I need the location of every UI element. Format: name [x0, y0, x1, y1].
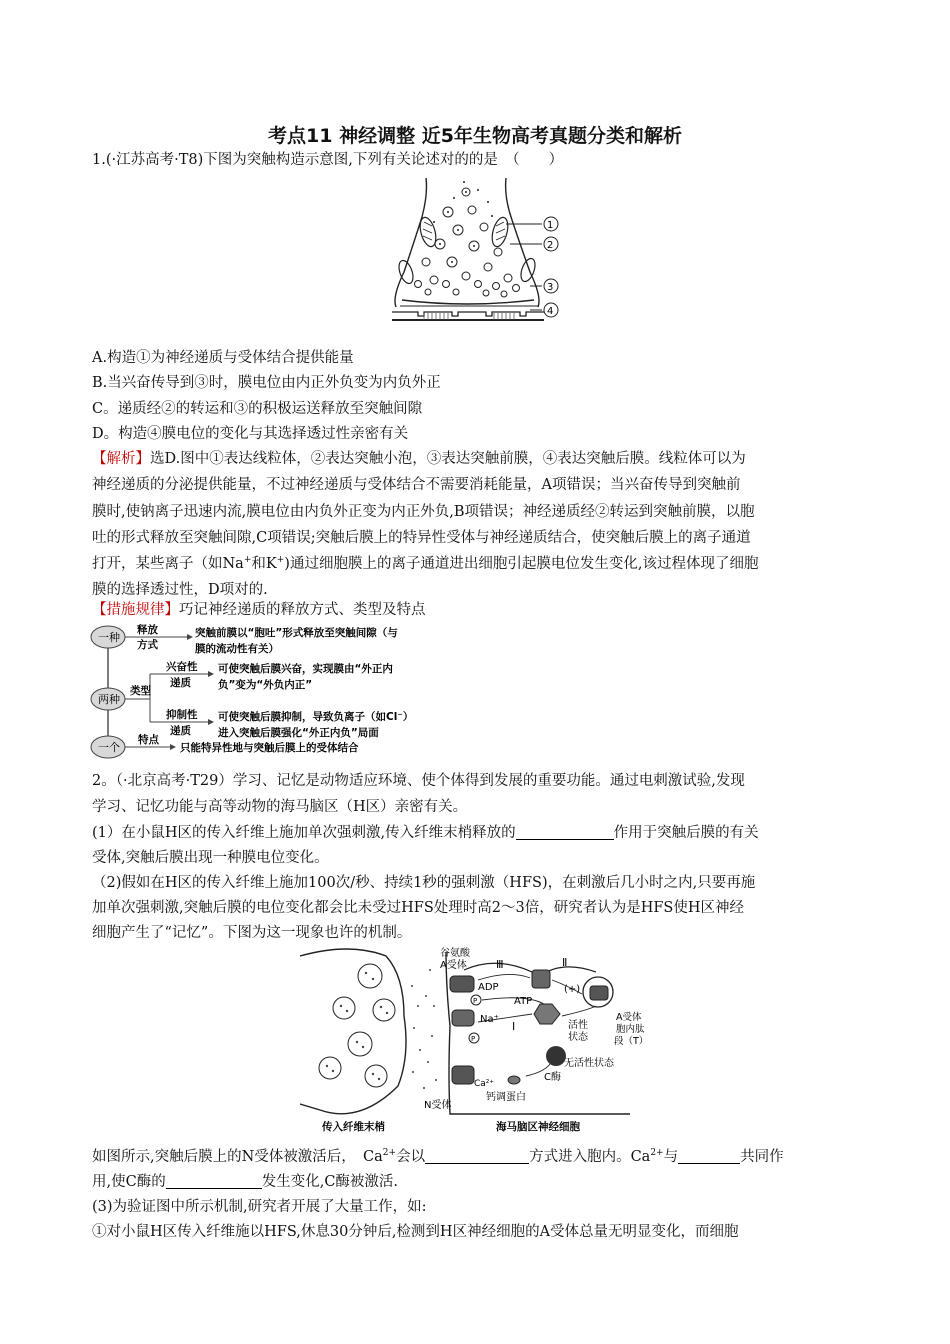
svg-text:状态: 状态 [568, 1032, 588, 1043]
svg-text:P: P [473, 997, 478, 1005]
fig-label-1: 1 [547, 220, 554, 231]
svg-text:Ⅰ: Ⅰ [512, 1020, 516, 1033]
q2-part1-cont: 受体,突触后膜出现一种膜电位变化。 [92, 850, 329, 866]
svg-text:释放: 释放 [137, 624, 158, 636]
analysis-tag: 【解析】 [92, 451, 150, 467]
svg-text:方式: 方式 [137, 639, 158, 651]
svg-text:膜的流动性有关）: 膜的流动性有关） [195, 643, 279, 655]
svg-text:胞内肽: 胞内肽 [616, 1024, 645, 1035]
svg-text:只能特异性地与突触后膜上的受体结合: 只能特异性地与突触后膜上的受体结合 [180, 742, 359, 754]
fig-label-3: 3 [547, 282, 554, 293]
q1-option-d: D。构造④膜电位的变化与其选择透过性亲密有关 [92, 426, 409, 442]
q1-stem: 1.(·江苏高考·T8)下图为突触构造示意图,下列有关论述对的的是 （ ） [92, 152, 564, 168]
fig-label-4: 4 [547, 306, 554, 317]
svg-text:递质: 递质 [170, 677, 191, 689]
q2-fig-text-2: 用,使C酶的 发生变化,C酶被激活. [92, 1169, 862, 1195]
q1-option-b: B.当兴奋传导到③时，膜电位由内正外负变为内负外正 [92, 375, 441, 391]
svg-text:Ca²⁺: Ca²⁺ [474, 1079, 495, 1089]
svg-text:A受体: A受体 [616, 1012, 642, 1023]
q2-intro-2: 学习、记忆功能与高等动物的海马脑区（H区）亲密有关。 [92, 799, 468, 815]
svg-text:可使突触后膜抑制，导致负离子（如Cl⁻）: 可使突触后膜抑制，导致负离子（如Cl⁻） [218, 711, 414, 723]
svg-text:N受体: N受体 [424, 1100, 452, 1111]
svg-text:特点: 特点 [138, 734, 159, 746]
svg-text:无活性状态: 无活性状态 [564, 1058, 614, 1069]
q2-fig-text-1: 如图所示,突触后膜上的N受体被激活后， $Ca^{2+}$会以 方式进入胞内。$Ca^{2+}$与 共同作 [92, 1144, 862, 1170]
answer-blank[interactable] [166, 1171, 262, 1189]
svg-text:ATP: ATP [514, 996, 533, 1007]
node-one-kind: 一种 [98, 631, 120, 644]
node-one-feature: 一个 [98, 741, 120, 754]
svg-text:类型: 类型 [130, 685, 151, 697]
q1-option-a: A.构造①为神经递质与受体结合提供能量 [92, 350, 354, 366]
q2-part2-2: 加单次强刺激,突触后膜的电位变化都会比未受过HFS处理时高2～3倍，研究者认为是HFS使H区神经 [92, 900, 744, 916]
svg-text:突触前膜以“胞吐”形式释放至突触间隙（与: 突触前膜以“胞吐”形式释放至突触间隙（与 [195, 627, 398, 639]
svg-text:负”变为“外负内正”: 负”变为“外负内正” [218, 679, 313, 691]
svg-text:P: P [471, 1035, 476, 1043]
svg-text:谷氨酸: 谷氨酸 [440, 948, 470, 959]
method-rule: 【措施规律】巧记神经递质的释放方式、类型及特点 [92, 602, 426, 618]
neurotransmitter-concept-map [90, 622, 460, 762]
svg-text:C酶: C酶 [544, 1072, 561, 1083]
svg-text:钙调蛋白: 钙调蛋白 [486, 1092, 526, 1103]
page-title: 考点11 神经调整 近5年生物高考真题分类和解析 [268, 125, 682, 147]
svg-text:(+): (+) [564, 984, 581, 995]
q1-analysis: 【解析】选D.图中①表达线粒体，②表达突触小泡，③表达突触前膜，④表达突触后膜。线粒体可以为 神经递质的分泌提供能量，不过神经递质与受体结合不需要消耗能量，A项错误；当兴奋传导到突触前 膜时,使钠离子迅速内流,膜电位由内负外正变为内正外负,B项错误；神经递质经②转运到突触前膜，以胞 吐的形式释放至突触间隙,C项错误;突触后膜上的特异性受体与神经递质结合，使突触后膜上的离子通道 打开，某些离子（如Na+和K+)通过细胞膜上的离子通道进出细胞引起膜电位发生变化,该过程体现了细胞 膜的选择透过性，D项对的. [92, 451, 759, 599]
q2-part3-1: ①对小鼠H区传入纤维施以HFS,休息30分钟后,检测到H区神经细胞的A受体总量无明显变化，而细胞 [92, 1224, 739, 1240]
synapse-structure-figure [388, 172, 570, 322]
right-caption: 海马脑区神经细胞 [496, 1121, 580, 1133]
svg-text:抑制性: 抑制性 [166, 709, 198, 721]
svg-text:进入突触后膜强化“外正内负”局面: 进入突触后膜强化“外正内负”局面 [218, 727, 379, 739]
q2-part1: (1）在小鼠H区的传入纤维上施加单次强刺激,传入纤维末梢释放的 作用于突触后膜的有关 [92, 820, 862, 846]
svg-text:可使突触后膜兴奋，实现膜由“外正内: 可使突触后膜兴奋，实现膜由“外正内 [218, 663, 393, 675]
node-two-kinds: 两种 [98, 693, 120, 706]
svg-text:Na⁺: Na⁺ [480, 1014, 499, 1025]
svg-text:兴奋性: 兴奋性 [166, 661, 198, 673]
svg-text:活性: 活性 [568, 1020, 588, 1031]
q2-part2-1: （2)假如在H区的传入纤维上施加100次/秒、持续1秒的强刺激（HFS)，在刺激后几小时之内,只要再施 [92, 875, 756, 891]
answer-blank[interactable] [425, 1146, 529, 1164]
svg-text:段（T）: 段（T） [614, 1036, 649, 1047]
left-caption: 传入纤维末梢 [322, 1121, 385, 1133]
hippocampus-synapse-mechanism-figure [300, 946, 650, 1136]
svg-text:ADP: ADP [478, 982, 499, 993]
q2-part3: (3)为验证图中所示机制,研究者开展了大量工作，如: [92, 1199, 427, 1215]
answer-blank[interactable] [678, 1146, 740, 1164]
svg-text:递质: 递质 [170, 725, 191, 737]
svg-text:A受体: A受体 [440, 960, 467, 971]
answer-blank[interactable] [516, 822, 614, 840]
svg-text:Ⅱ: Ⅱ [562, 956, 568, 969]
q2-part2-3: 细胞产生了“记忆”。下图为这一现象也许的机制。 [92, 925, 412, 941]
svg-text:Ⅲ: Ⅲ [496, 958, 504, 971]
fig-label-2: 2 [547, 240, 554, 251]
q2-intro-1: 2。（·北京高考·T29）学习、记忆是动物适应环境、使个体得到发展的重要功能。通过电刺激试验,发现 [92, 773, 745, 789]
q1-option-c: C。递质经②的转运和③的积极运送释放至突触间隙 [92, 401, 423, 417]
